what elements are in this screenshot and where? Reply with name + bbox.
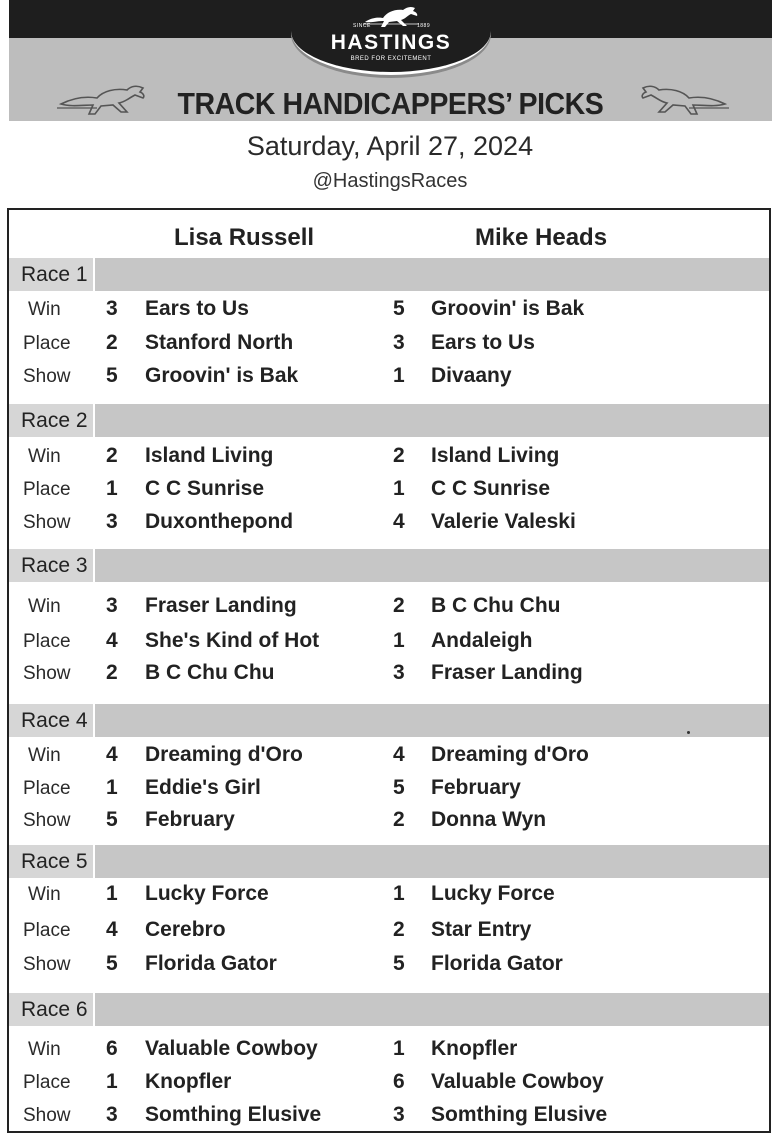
pick-position: Place bbox=[23, 631, 71, 652]
stray-mark bbox=[687, 731, 690, 734]
table-row bbox=[9, 1099, 769, 1131]
race-label: Race 5 bbox=[21, 850, 88, 873]
table-row bbox=[9, 625, 769, 657]
pick-position: Place bbox=[23, 333, 71, 354]
hastings-logo bbox=[291, 0, 491, 75]
picks-table bbox=[7, 208, 771, 1133]
mike-number: 2 bbox=[393, 808, 405, 831]
lisa-number: 4 bbox=[106, 743, 118, 766]
logo-year: 1889 bbox=[417, 23, 431, 29]
mike-number: 3 bbox=[393, 1103, 405, 1126]
race-label-box bbox=[9, 549, 95, 582]
lisa-number: 1 bbox=[106, 1070, 118, 1093]
lisa-horse: Dreaming d'Oro bbox=[145, 743, 303, 766]
pick-position: Win bbox=[28, 884, 61, 905]
page-title: TRACK HANDICAPPERS’ PICKS bbox=[177, 86, 604, 121]
mike-horse: Star Entry bbox=[431, 918, 532, 941]
lisa-horse: Stanford North bbox=[145, 331, 294, 354]
race-label: Race 6 bbox=[21, 998, 88, 1021]
mike-horse: Somthing Elusive bbox=[431, 1103, 608, 1126]
pick-position: Place bbox=[23, 778, 71, 799]
pick-position: Win bbox=[28, 299, 61, 320]
pick-position: Show bbox=[23, 810, 71, 831]
mike-horse: Andaleigh bbox=[431, 629, 533, 652]
running-horse-icon bbox=[639, 82, 729, 118]
mike-number: 1 bbox=[393, 882, 405, 905]
lisa-horse: Eddie's Girl bbox=[145, 776, 261, 799]
race-label: Race 3 bbox=[21, 554, 88, 577]
mike-horse: Island Living bbox=[431, 444, 560, 467]
lisa-number: 1 bbox=[106, 776, 118, 799]
race-header bbox=[9, 258, 769, 291]
lisa-horse: Lucky Force bbox=[145, 882, 269, 905]
race-label-box bbox=[9, 845, 95, 878]
mike-horse: Donna Wyn bbox=[431, 808, 547, 831]
lisa-horse: Valuable Cowboy bbox=[145, 1037, 318, 1060]
table-row bbox=[9, 440, 769, 472]
table-row bbox=[9, 360, 769, 392]
mike-horse: Fraser Landing bbox=[431, 661, 583, 684]
lisa-number: 3 bbox=[106, 510, 118, 533]
mike-number: 4 bbox=[393, 510, 405, 533]
table-row bbox=[9, 772, 769, 804]
mike-number: 1 bbox=[393, 1037, 405, 1060]
lisa-number: 3 bbox=[106, 594, 118, 617]
lisa-number: 1 bbox=[106, 477, 118, 500]
lisa-horse: B C Chu Chu bbox=[145, 661, 275, 684]
mike-number: 2 bbox=[393, 444, 405, 467]
header-banner bbox=[9, 0, 772, 121]
lisa-horse: Ears to Us bbox=[145, 297, 249, 320]
lisa-horse: Cerebro bbox=[145, 918, 226, 941]
pick-position: Show bbox=[23, 512, 71, 533]
lisa-horse: C C Sunrise bbox=[145, 477, 265, 500]
pick-position: Show bbox=[23, 1105, 71, 1126]
mike-number: 3 bbox=[393, 331, 405, 354]
logo-name: HASTINGS bbox=[330, 31, 452, 54]
mike-horse: Ears to Us bbox=[431, 331, 535, 354]
mike-horse: B C Chu Chu bbox=[431, 594, 561, 617]
table-row bbox=[9, 293, 769, 325]
race-label: Race 1 bbox=[21, 263, 88, 286]
lisa-number: 5 bbox=[106, 808, 118, 831]
lisa-horse: February bbox=[145, 808, 235, 831]
lisa-number: 3 bbox=[106, 297, 118, 320]
table-row bbox=[9, 327, 769, 359]
mike-horse: Valerie Valeski bbox=[431, 510, 576, 533]
lisa-number: 6 bbox=[106, 1037, 118, 1060]
pick-position: Place bbox=[23, 1072, 71, 1093]
lisa-number: 2 bbox=[106, 331, 118, 354]
pick-position: Win bbox=[28, 446, 61, 467]
race-label: Race 2 bbox=[21, 409, 88, 432]
mike-number: 1 bbox=[393, 629, 405, 652]
mike-horse: Lucky Force bbox=[431, 882, 555, 905]
table-row bbox=[9, 590, 769, 622]
mike-horse: Valuable Cowboy bbox=[431, 1070, 604, 1093]
race-header bbox=[9, 704, 769, 737]
mike-number: 3 bbox=[393, 661, 405, 684]
race-label-box bbox=[9, 704, 95, 737]
race-header bbox=[9, 845, 769, 878]
pick-position: Show bbox=[23, 663, 71, 684]
lisa-number: 1 bbox=[106, 882, 118, 905]
lisa-horse: Florida Gator bbox=[145, 952, 277, 975]
race-label: Race 4 bbox=[21, 709, 88, 732]
table-row bbox=[9, 948, 769, 980]
race-label-box bbox=[9, 404, 95, 437]
pick-position: Win bbox=[28, 745, 61, 766]
mike-horse: Groovin' is Bak bbox=[431, 297, 585, 320]
running-horse-icon bbox=[57, 82, 147, 118]
table-row bbox=[9, 878, 769, 910]
mike-horse: Florida Gator bbox=[431, 952, 563, 975]
mike-number: 5 bbox=[393, 297, 405, 320]
mike-horse: Dreaming d'Oro bbox=[431, 743, 589, 766]
pick-position: Win bbox=[28, 596, 61, 617]
mike-horse: C C Sunrise bbox=[431, 477, 551, 500]
mike-number: 2 bbox=[393, 918, 405, 941]
table-row bbox=[9, 914, 769, 946]
logo-tagline: BRED FOR EXCITEMENT bbox=[350, 56, 432, 62]
lisa-horse: Fraser Landing bbox=[145, 594, 297, 617]
mike-number: 5 bbox=[393, 776, 405, 799]
mike-number: 1 bbox=[393, 477, 405, 500]
mike-number: 1 bbox=[393, 364, 405, 387]
mike-number: 2 bbox=[393, 594, 405, 617]
lisa-number: 5 bbox=[106, 364, 118, 387]
race-label-box bbox=[9, 993, 95, 1026]
table-row bbox=[9, 506, 769, 538]
lisa-number: 2 bbox=[106, 661, 118, 684]
lisa-horse: She's Kind of Hot bbox=[145, 629, 320, 652]
race-header bbox=[9, 993, 769, 1026]
lisa-number: 4 bbox=[106, 629, 118, 652]
mike-number: 4 bbox=[393, 743, 405, 766]
social-handle: @HastingsRaces bbox=[312, 170, 468, 192]
race-label-box bbox=[9, 258, 95, 291]
table-row bbox=[9, 739, 769, 771]
pick-position: Place bbox=[23, 920, 71, 941]
race-date: Saturday, April 27, 2024 bbox=[246, 131, 534, 161]
pick-position: Show bbox=[23, 954, 71, 975]
column-header-lisa: Lisa Russell bbox=[174, 224, 315, 251]
mike-number: 5 bbox=[393, 952, 405, 975]
table-row bbox=[9, 657, 769, 689]
mike-number: 6 bbox=[393, 1070, 405, 1093]
pick-position: Show bbox=[23, 366, 71, 387]
lisa-horse: Duxonthepond bbox=[145, 510, 294, 533]
race-header bbox=[9, 404, 769, 437]
mike-horse: February bbox=[431, 776, 521, 799]
mike-horse: Divaany bbox=[431, 364, 512, 387]
table-row bbox=[9, 1066, 769, 1098]
pick-position: Win bbox=[28, 1039, 61, 1060]
lisa-horse: Somthing Elusive bbox=[145, 1103, 322, 1126]
mike-horse: Knopfler bbox=[431, 1037, 518, 1060]
logo-since: SINCE bbox=[353, 23, 371, 29]
lisa-number: 5 bbox=[106, 952, 118, 975]
lisa-number: 3 bbox=[106, 1103, 118, 1126]
table-row bbox=[9, 804, 769, 836]
column-header-mike: Mike Heads bbox=[475, 224, 608, 251]
lisa-horse: Knopfler bbox=[145, 1070, 232, 1093]
lisa-horse: Groovin' is Bak bbox=[145, 364, 299, 387]
race-header bbox=[9, 549, 769, 582]
lisa-number: 2 bbox=[106, 444, 118, 467]
pick-position: Place bbox=[23, 479, 71, 500]
lisa-horse: Island Living bbox=[145, 444, 274, 467]
lisa-number: 4 bbox=[106, 918, 118, 941]
table-row bbox=[9, 473, 769, 505]
table-row bbox=[9, 1033, 769, 1065]
